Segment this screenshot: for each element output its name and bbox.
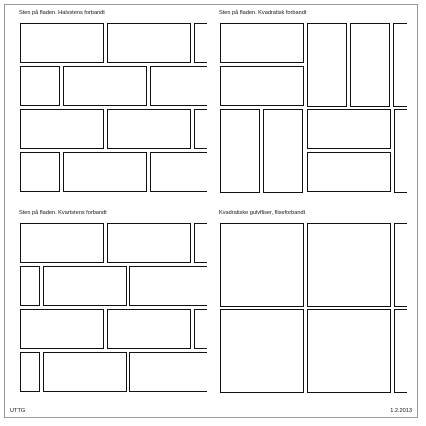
floor-tile — [394, 223, 407, 307]
brick — [63, 152, 147, 192]
brick — [20, 223, 104, 263]
floor-tile — [307, 223, 391, 307]
brick — [194, 223, 207, 263]
brick — [43, 266, 127, 306]
brick — [220, 23, 304, 63]
brick — [394, 109, 407, 193]
panel-kvadratisk — [219, 10, 407, 202]
brick-pattern — [219, 22, 407, 198]
brick-pattern — [219, 222, 407, 398]
brick — [20, 152, 60, 192]
brick — [20, 352, 40, 392]
brick — [220, 109, 260, 193]
brick — [307, 23, 347, 107]
brick — [107, 309, 191, 349]
brick-pattern — [19, 22, 207, 198]
footer-date: 1.2.2013 — [390, 408, 412, 414]
brick — [393, 23, 407, 107]
panel-halvstens — [19, 10, 207, 202]
panel-kvartstens — [19, 210, 207, 402]
panel-fliser — [219, 210, 407, 402]
brick — [263, 109, 303, 193]
brick — [150, 152, 207, 192]
brick — [194, 23, 207, 63]
brick — [129, 266, 207, 306]
panel-title: Sten på fladen. Kvartstens forbandt — [19, 210, 107, 216]
brick — [107, 109, 191, 149]
brick — [150, 66, 207, 106]
brick — [107, 23, 191, 63]
footer-author: UTTG — [10, 408, 26, 414]
brick — [20, 23, 104, 63]
brick — [129, 352, 207, 392]
panel-title: Kvadratiske gulvfliser, fliseforbandt — [219, 210, 306, 216]
brick — [20, 266, 40, 306]
brick — [107, 223, 191, 263]
brick — [307, 109, 391, 149]
brick — [350, 23, 390, 107]
brick — [194, 309, 207, 349]
brick — [20, 109, 104, 149]
brick — [307, 152, 391, 192]
brick — [20, 66, 60, 106]
floor-tile — [220, 309, 304, 393]
brick — [220, 66, 304, 106]
floor-tile — [394, 309, 407, 393]
brick — [43, 352, 127, 392]
drawing-sheet — [4, 4, 418, 418]
brick-pattern — [19, 222, 207, 398]
panel-title: Sten på fladen. Halvstens forbandt — [19, 10, 105, 16]
brick — [194, 109, 207, 149]
floor-tile — [220, 223, 304, 307]
brick — [20, 309, 104, 349]
panel-title: Sten på fladen. Kvadratisk forbandt — [219, 10, 307, 16]
floor-tile — [307, 309, 391, 393]
brick — [63, 66, 147, 106]
